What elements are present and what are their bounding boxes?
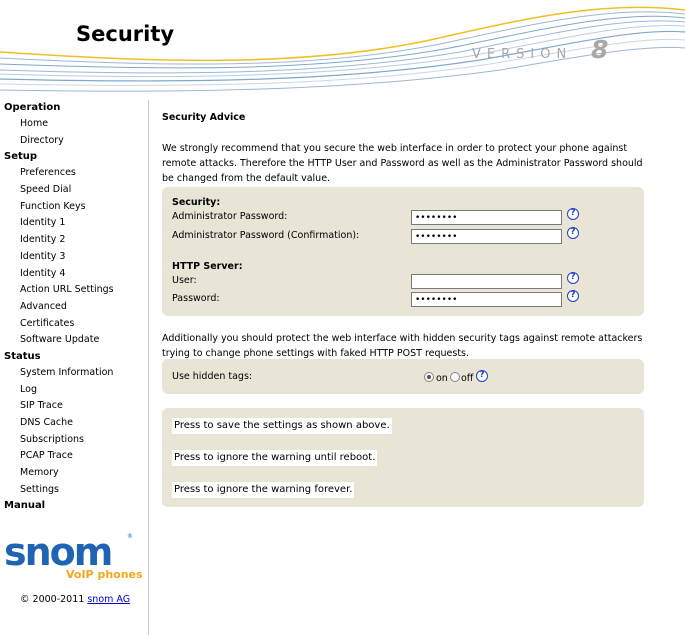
security-heading: Security:: [172, 197, 221, 208]
sidebar-item-system-information[interactable]: System Information: [20, 366, 114, 378]
hidden-tags-label: Use hidden tags:: [172, 371, 253, 382]
save-settings-button[interactable]: Press to save the settings as shown above.: [172, 418, 392, 434]
ignore-until-reboot-button[interactable]: Press to ignore the warning until reboot.: [172, 450, 377, 466]
snom-logo: [4, 532, 144, 582]
hidden-tags-help-icon[interactable]: ?: [476, 370, 488, 382]
security-settings-panel: [162, 187, 644, 316]
sidebar-item-identity-2[interactable]: Identity 2: [20, 234, 66, 246]
hidden-tags-description: Additionally you should protect the web interface with hidden security tags against remote attackers trying to change phone settings with faked HTTP POST requests.: [162, 333, 643, 359]
admin-password-help-icon[interactable]: ?: [567, 208, 579, 220]
sidebar-item-home[interactable]: Home: [20, 118, 49, 129]
sidebar-item-pcap-trace[interactable]: PCAP Trace: [20, 450, 73, 462]
hidden-tags-off-label: off: [461, 373, 474, 384]
sidebar-item-certificates[interactable]: Certificates: [20, 317, 75, 329]
sidebar-item-software-update[interactable]: Software Update: [20, 334, 100, 346]
sidebar-item-action-url-settings[interactable]: Action URL Settings: [20, 284, 114, 296]
sidebar-item-settings[interactable]: Settings: [20, 483, 59, 495]
sidebar-item-dns-cache[interactable]: DNS Cache: [20, 417, 74, 428]
sidebar-item-memory[interactable]: Memory: [20, 467, 59, 479]
http-server-heading: HTTP Server:: [172, 261, 243, 272]
sidebar-divider: [148, 100, 149, 635]
sidebar-section-manual[interactable]: Manual: [4, 500, 46, 512]
sidebar-item-preferences[interactable]: Preferences: [20, 167, 76, 179]
sidebar-item-subscriptions[interactable]: Subscriptions: [20, 433, 84, 445]
hidden-tags-on-radio[interactable]: [424, 372, 434, 382]
logo-subtitle: VoIP phones: [66, 568, 143, 581]
version-label: VERSION: [472, 47, 573, 62]
http-user-help-icon[interactable]: ?: [567, 272, 579, 284]
sidebar-item-identity-1[interactable]: Identity 1: [20, 217, 66, 229]
hidden-tags-panel: [162, 359, 644, 394]
sidebar-item-function-keys[interactable]: Function Keys: [20, 200, 86, 212]
sidebar-nav: [0, 100, 148, 514]
sidebar-item-speed-dial[interactable]: Speed Dial: [20, 184, 72, 196]
http-password-label: Password:: [172, 293, 220, 304]
sidebar-item-sip-trace[interactable]: SIP Trace: [20, 400, 63, 412]
sidebar-item-advanced[interactable]: Advanced: [20, 300, 67, 312]
logo-registered-mark: ®: [127, 533, 133, 540]
version-number: 8: [591, 35, 609, 64]
sidebar-item-log[interactable]: Log: [20, 383, 37, 395]
hidden-tags-on-label: on: [436, 373, 448, 384]
copyright-text: © 2000-2011: [20, 594, 85, 605]
page-title: Security: [76, 22, 175, 46]
sidebar-section-operation[interactable]: Operation: [4, 102, 61, 113]
main-content: [162, 112, 645, 186]
http-user-input[interactable]: [411, 274, 562, 289]
sidebar-section-status[interactable]: Status: [4, 350, 41, 362]
snom-ag-link[interactable]: snom AG: [87, 594, 131, 605]
sidebar-item-identity-3[interactable]: Identity 3: [20, 250, 66, 262]
admin-confirm-help-icon[interactable]: ?: [567, 227, 579, 239]
logo-text: snom: [4, 530, 112, 574]
admin-confirm-input[interactable]: [411, 229, 562, 244]
security-advice-text: We strongly recommend that you secure the web interface in order to protect your phone against remote attacks. Therefore the HTTP User and Password as well as the Administrator Password should be changed from the default value.: [162, 143, 643, 184]
sidebar-item-directory[interactable]: Directory: [20, 134, 64, 146]
header-swoosh-graphic: [0, 0, 685, 96]
sidebar-section-setup[interactable]: Setup: [4, 151, 38, 163]
copyright: [20, 594, 130, 605]
http-password-help-icon[interactable]: ?: [567, 290, 579, 302]
actions-panel: [162, 408, 644, 507]
security-advice-heading: Security Advice: [162, 112, 246, 123]
http-user-label: User:: [172, 275, 197, 286]
sidebar-item-identity-4[interactable]: Identity 4: [20, 267, 66, 279]
ignore-forever-button[interactable]: Press to ignore the warning forever.: [172, 482, 354, 498]
admin-password-label: Administrator Password:: [172, 211, 288, 222]
admin-confirm-label: Administrator Password (Confirmation):: [172, 230, 360, 241]
hidden-tags-off-radio[interactable]: [450, 372, 460, 382]
http-password-input[interactable]: [411, 292, 562, 307]
header: [0, 0, 685, 96]
admin-password-input[interactable]: [411, 210, 562, 225]
